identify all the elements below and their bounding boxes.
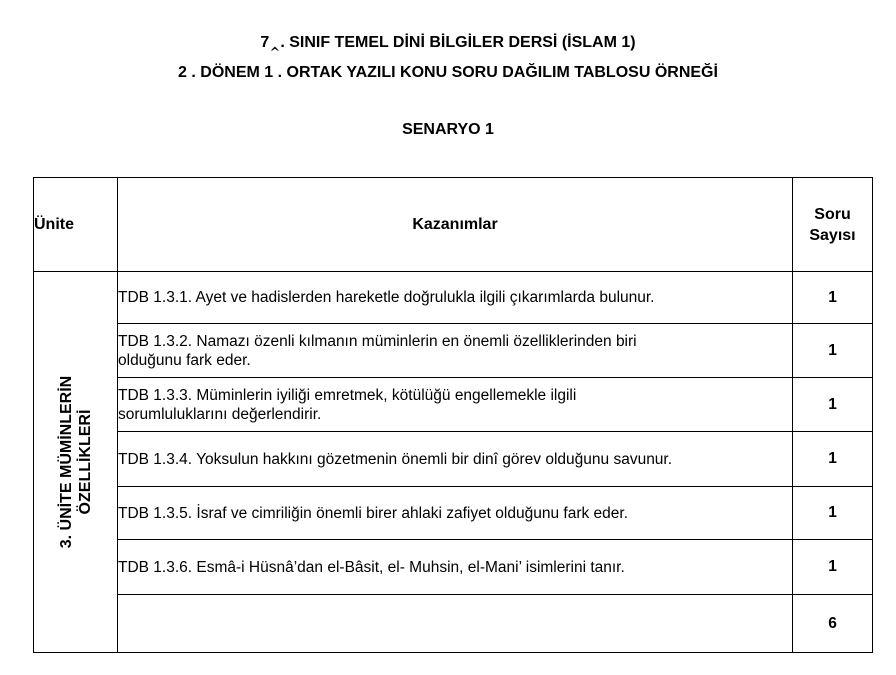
document-title-line-2: 2 . DÖNEM 1 . ORTAK YAZILI KONU SORU DAĞILIM TABLOSU ÖRNEĞİ [178, 64, 718, 81]
question-count-cell: 1 [793, 272, 873, 324]
table-row [34, 432, 873, 487]
question-distribution-table [33, 177, 873, 653]
kazanim-text-line-1: TDB 1.3.2. Namazı özenli kılmanın müminlerin en önemli özelliklerinden biri [118, 332, 637, 350]
question-count-cell: 1 [793, 487, 873, 540]
table-header-row [34, 178, 873, 272]
total-count-cell: 6 [793, 595, 873, 653]
unit-name-line-2: ÖZELLİKLERİ [76, 409, 94, 515]
total-label-cell [118, 595, 793, 653]
kazanim-text-line-2: sorumluluklarını değerlendirir. [118, 405, 322, 423]
kazanim-cell [118, 432, 793, 487]
kazanimlar-column-header: Kazanımlar [118, 178, 793, 272]
kazanim-text-line-1: TDB 1.3.5. İsraf ve cimriliğin önemli birer ahlaki zafiyet olduğunu fark eder. [118, 504, 629, 522]
question-count-cell: 1 [793, 324, 873, 378]
question-count-cell: 1 [793, 432, 873, 487]
title-line-1-rest: . SINIF TEMEL DİNİ BİLGİLER DERSİ (İSLAM 1) [280, 34, 636, 51]
question-count-cell: 1 [793, 540, 873, 595]
unit-column-header: Ünite [34, 178, 118, 272]
table-row [34, 324, 873, 378]
grade-number: 7 [260, 34, 270, 51]
table-row [34, 272, 873, 324]
kazanim-text-line-1: TDB 1.3.4. Yoksulun hakkını gözetmenin önemli bir dinî görev olduğunu savunur. [118, 450, 673, 468]
kazanim-text-line-1: TDB 1.3.3. Müminlerin iyiliği emretmek, kötülüğü engellemekle ilgili [118, 386, 577, 404]
grade-caret-mark: ‸ [269, 33, 281, 51]
kazanim-text-line-1: TDB 1.3.1. Ayet ve hadislerden hareketle doğrulukla ilgili çıkarımlarda bulunur. [118, 289, 655, 306]
table-row [34, 487, 873, 540]
kazanim-cell [118, 324, 793, 378]
kazanim-text-line-1: TDB 1.3.6. Esmâ-i Hüsnâ’dan el-Bâsit, el- Muhsin, el-Mani’ isimlerini tanır. [118, 558, 625, 576]
total-row [34, 595, 873, 653]
question-count-header-line-2: Sayısı [809, 226, 856, 244]
question-count-header-line-1: Soru [814, 205, 851, 223]
unit-name [57, 376, 95, 548]
document-title-line-1 [0, 32, 896, 53]
kazanim-cell [118, 378, 793, 432]
table-row [34, 378, 873, 432]
kazanim-cell [118, 272, 793, 324]
unit-name-cell [34, 272, 118, 653]
kazanim-text-line-2: olduğunu fark eder. [118, 351, 251, 369]
scenario-heading: SENARYO 1 [402, 121, 494, 138]
kazanim-cell [118, 540, 793, 595]
table-row [34, 540, 873, 595]
kazanim-cell [118, 487, 793, 540]
question-count-column-header [793, 178, 873, 272]
unit-name-line-1: 3. ÜNİTE MÜMİNLERİN [57, 375, 75, 549]
question-count-cell: 1 [793, 378, 873, 432]
